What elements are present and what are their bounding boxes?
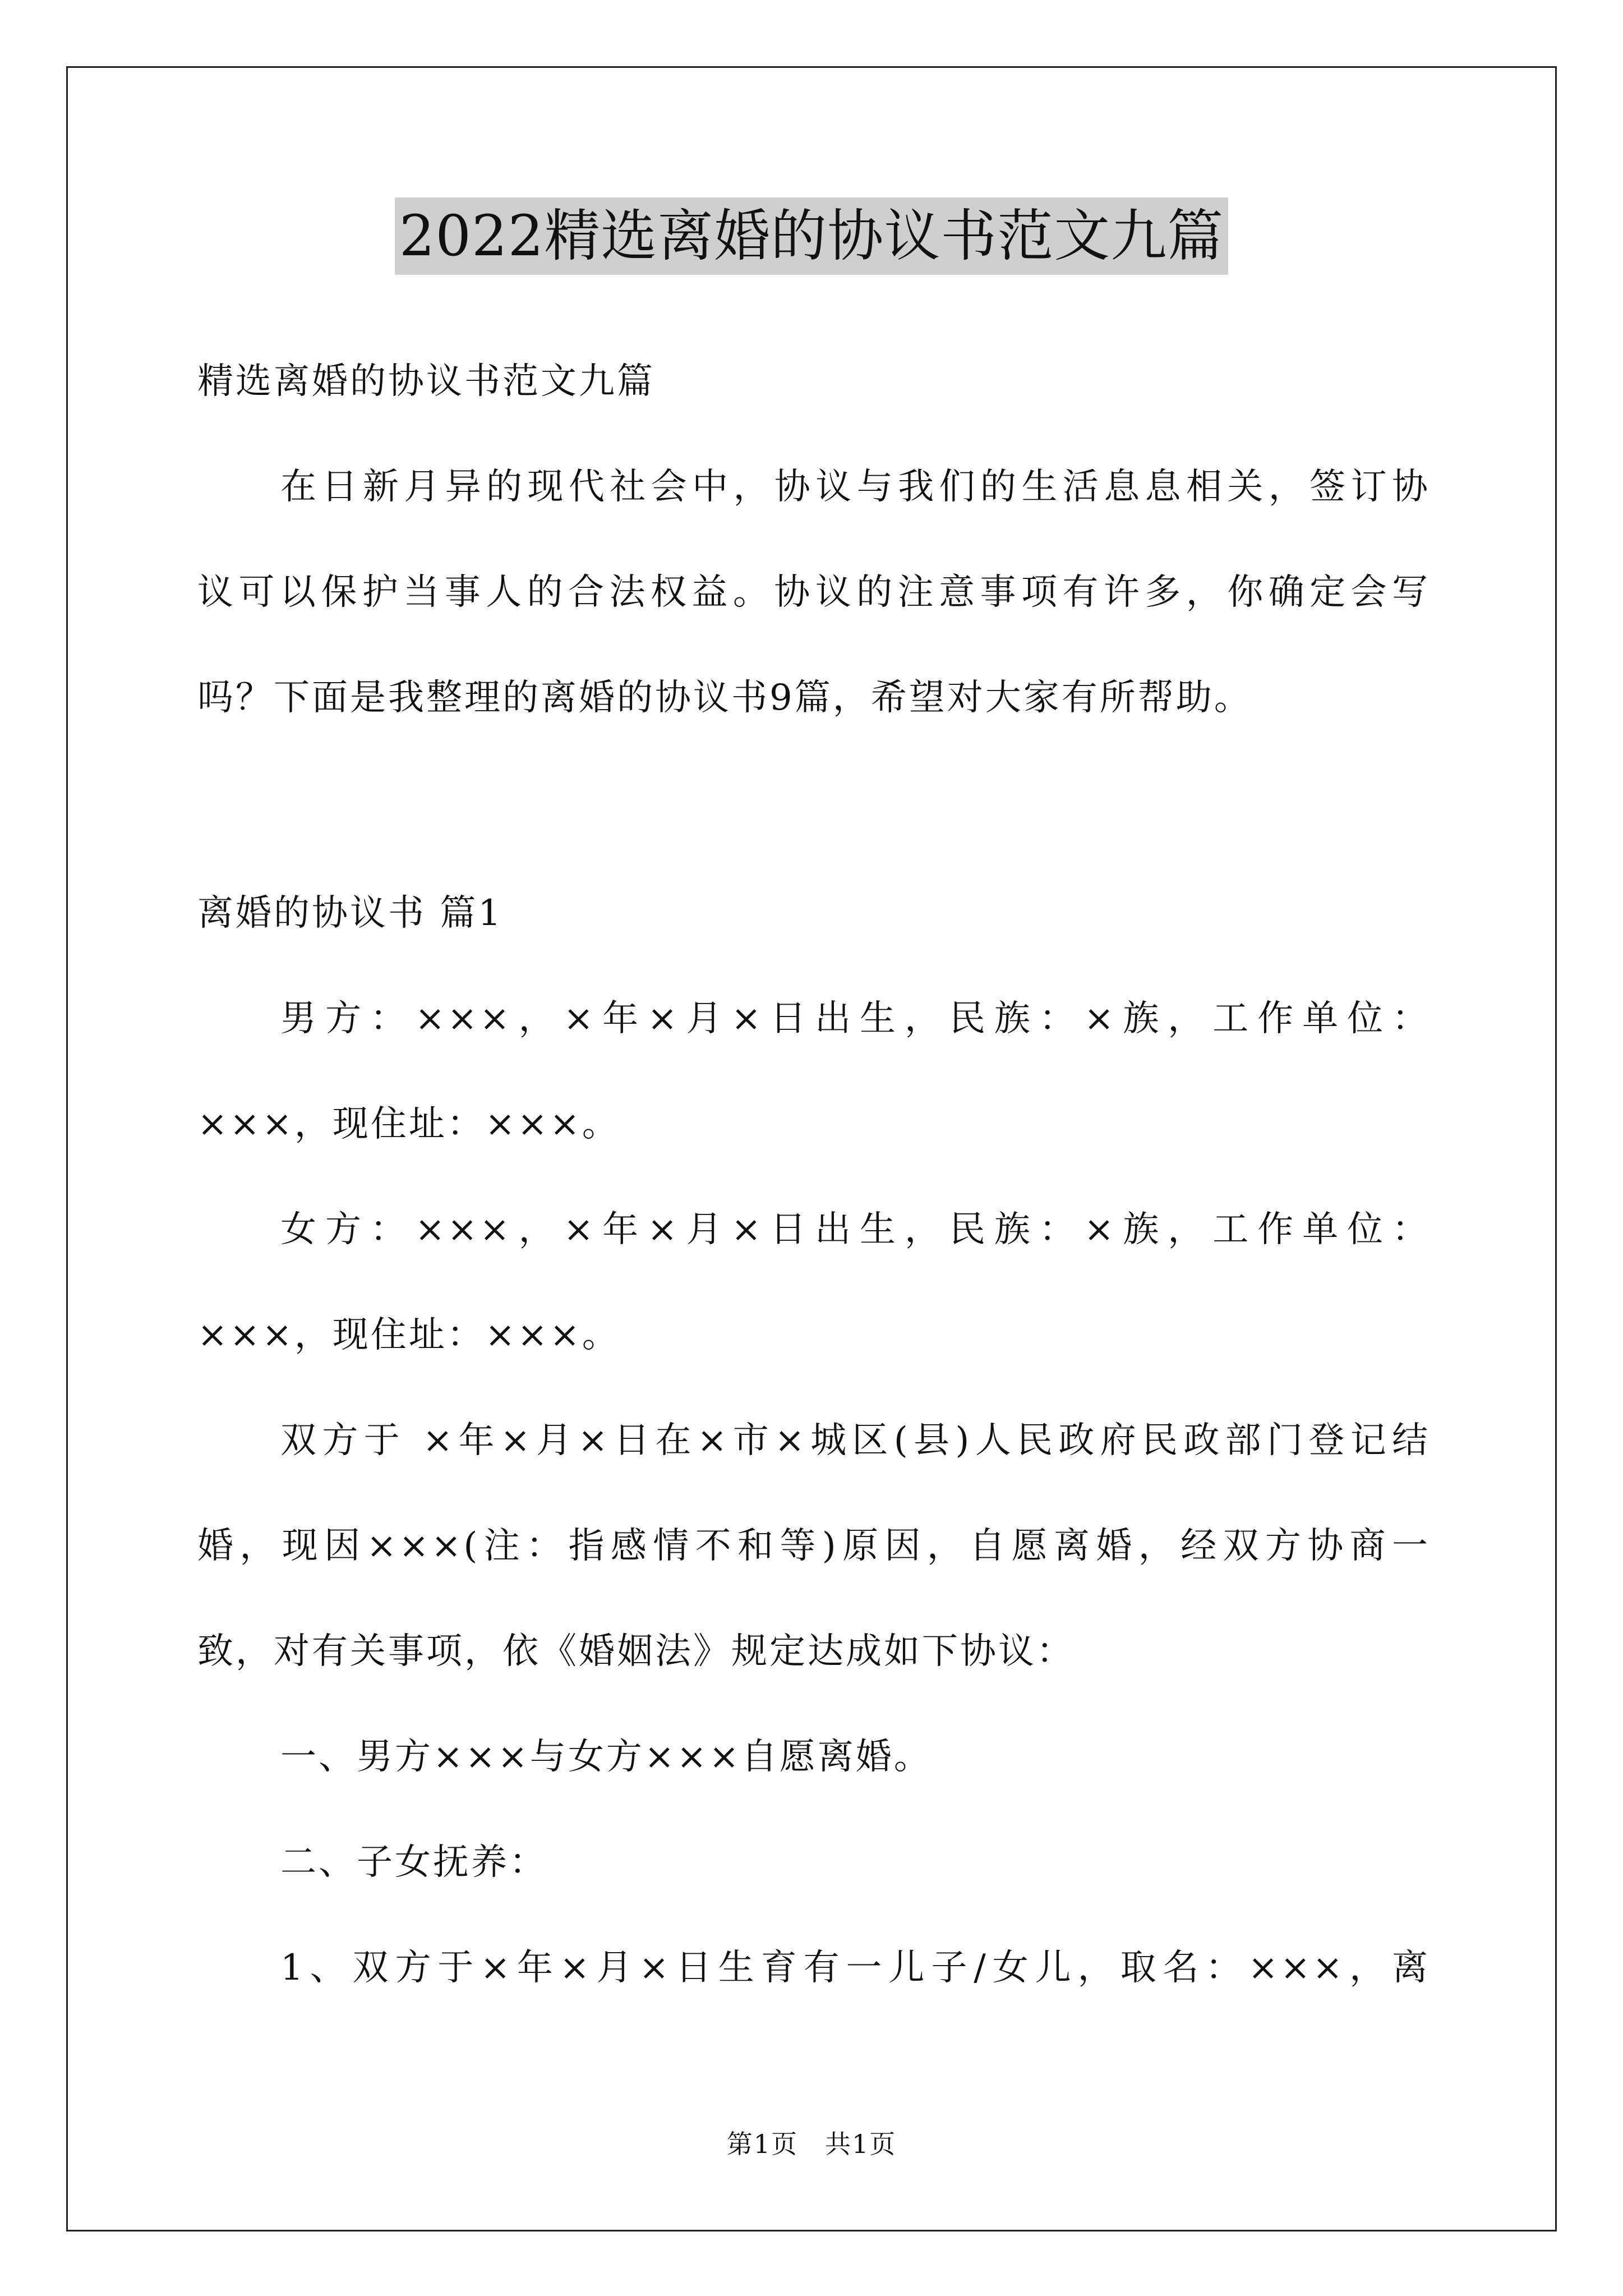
paragraph-line: 男方：×××，×年×月×日出生，民族：×族，工作单位： <box>280 998 1430 1039</box>
paragraph-line: ×××，现住址：×××。 <box>197 1103 620 1145</box>
paragraph-line: 吗？下面是我整理的离婚的协议书9篇，希望对大家有所帮助。 <box>197 677 1252 719</box>
paragraph-line: 1、双方于×年×月×日生育有一儿子/女儿，取名：×××，离 <box>280 1947 1430 1989</box>
paragraph-line: 致，对有关事项，依《婚姻法》规定达成如下协议： <box>197 1631 1075 1672</box>
paragraph-line: 议可以保护当事人的合法权益。协议的注意事项有许多，你确定会写 <box>197 572 1430 613</box>
title-container <box>0 197 1623 275</box>
paragraph-line: 二、子女抚养： <box>280 1842 547 1883</box>
paragraph-line: 在日新月异的现代社会中，协议与我们的生活息息相关，签订协 <box>280 466 1430 508</box>
paragraph-line: 双方于 ×年×月×日在×市×城区(县)人民政府民政部门登记结 <box>280 1420 1430 1461</box>
subtitle-line: 精选离婚的协议书范文九篇 <box>197 361 655 402</box>
document-title: 2022精选离婚的协议书范文九篇 <box>395 197 1229 275</box>
section-heading: 离婚的协议书 篇1 <box>197 892 504 934</box>
paragraph-line: 婚，现因×××(注：指感情不和等)原因，自愿离婚，经双方协商一 <box>197 1525 1430 1567</box>
paragraph-line: 女方：×××，×年×月×日出生，民族：×族，工作单位： <box>280 1209 1430 1250</box>
page-footer: 第1页 共1页 <box>726 2129 897 2159</box>
paragraph-line: 一、男方×××与女方×××自愿离婚。 <box>280 1736 932 1778</box>
paragraph-line: ×××，现住址：×××。 <box>197 1314 620 1356</box>
